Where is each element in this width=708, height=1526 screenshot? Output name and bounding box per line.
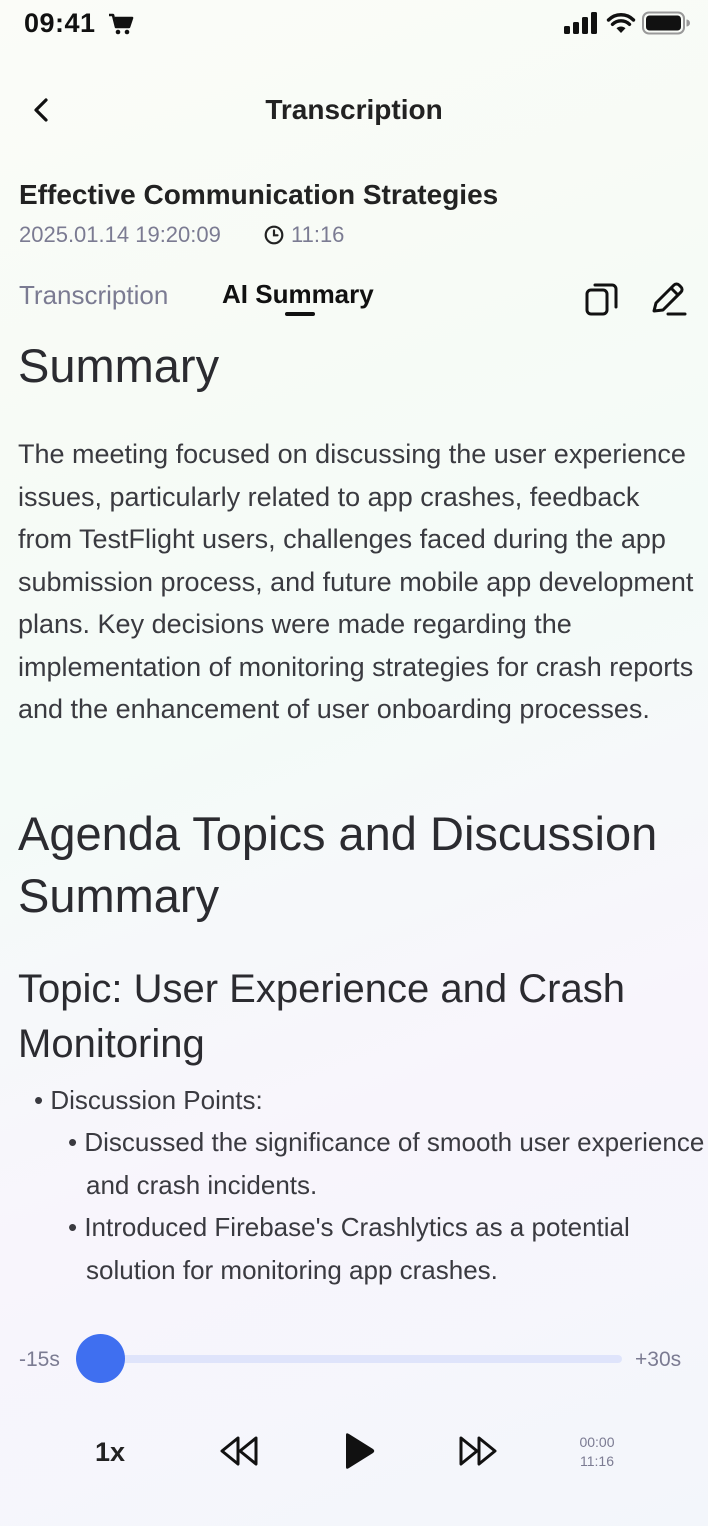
discussion-points-label: Discussion Points: (50, 1085, 263, 1115)
edit-icon[interactable] (648, 280, 688, 318)
rewind-icon[interactable] (217, 1432, 261, 1470)
discussion-point-1: Discussed the significance of smooth user experience and crash incidents. (84, 1127, 705, 1200)
list-item: • Discussed the significance of smooth user experience and crash incidents. (68, 1127, 705, 1200)
tab-ai-summary[interactable]: AI Summary (222, 279, 374, 309)
wifi-icon (606, 12, 636, 34)
total-time: 11:16 (580, 1453, 614, 1469)
list-item: • Discussion Points: (34, 1085, 263, 1115)
summary-heading: Summary (18, 339, 220, 392)
cart-icon (108, 12, 134, 36)
recording-date: 2025.01.14 19:20:09 (19, 222, 221, 247)
recording-duration: 11:16 (291, 222, 345, 247)
clock-icon (263, 224, 285, 246)
current-time: 00:00 (579, 1434, 615, 1450)
battery-icon (642, 11, 690, 35)
copy-icon[interactable] (584, 281, 620, 317)
play-icon[interactable] (340, 1430, 378, 1472)
recording-title: Effective Communication Strategies (19, 179, 499, 210)
progress-track[interactable] (100, 1355, 622, 1363)
summary-text: The meeting focused on discussing the user experience issues, particularly related to app crashes, feedback from TestFlight users, challenges faced during the app submission process, and future mobile app development plans. Key decisions were made regarding the implementation of monitoring strategies for crash reports and the enhancement of user onboarding processes. (18, 439, 694, 724)
discussion-point-2: Introduced Firebase's Crashlytics as a potential solution for monitoring app crashes. (84, 1212, 630, 1285)
active-tab-indicator (285, 312, 315, 316)
list-item: • Introduced Firebase's Crashlytics as a potential solution for monitoring app crashes. (68, 1212, 630, 1285)
tab-transcription[interactable]: Transcription (19, 280, 169, 310)
status-time: 09:41 (24, 8, 96, 38)
page-title: Transcription (265, 94, 443, 125)
agenda-heading: Agenda Topics and Discussion Summary (18, 807, 658, 922)
skip-back-label[interactable]: -15s (19, 1348, 60, 1371)
signal-icon (563, 12, 599, 34)
topic-heading: Topic: User Experience and Crash Monitoring (18, 967, 625, 1066)
speed-button[interactable]: 1x (95, 1437, 126, 1467)
progress-thumb[interactable] (76, 1334, 125, 1383)
fast-forward-icon[interactable] (456, 1432, 500, 1470)
skip-forward-label[interactable]: +30s (635, 1348, 682, 1371)
